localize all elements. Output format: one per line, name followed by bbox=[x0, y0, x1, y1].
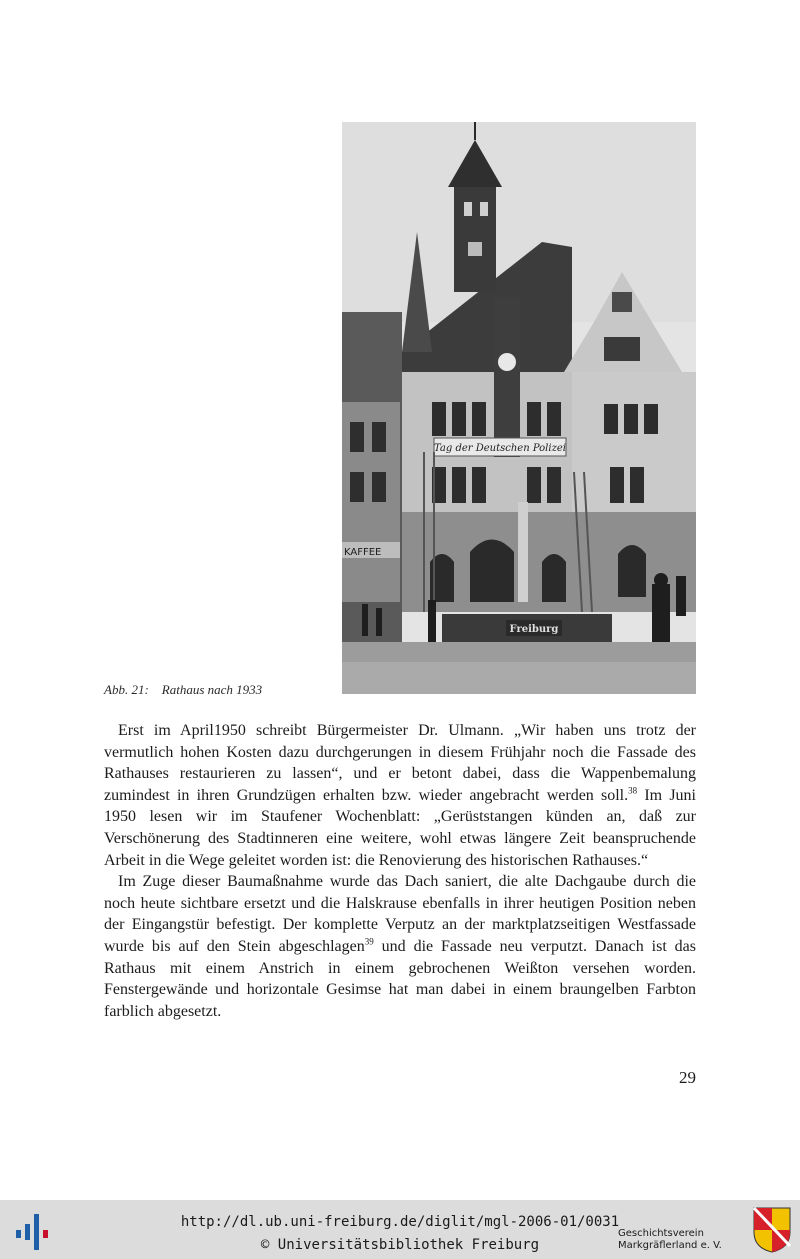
body-text bbox=[104, 720, 696, 1022]
shop-sign: KAFFEE bbox=[344, 547, 382, 558]
rathaus-photo bbox=[342, 122, 696, 694]
fountain-sign: Freiburg bbox=[509, 624, 559, 635]
caption-title: Rathaus nach 1933 bbox=[161, 682, 263, 697]
caption-label: Abb. 21: bbox=[104, 682, 149, 697]
page-number: 29 bbox=[679, 1068, 696, 1087]
society-line1: Geschichtsverein bbox=[618, 1228, 704, 1239]
coat-of-arms-icon bbox=[752, 1206, 792, 1254]
figure-caption bbox=[104, 682, 262, 698]
society-line2: Markgräflerland e. V. bbox=[618, 1240, 722, 1251]
banner-text: Tag der Deutschen Polizei bbox=[434, 443, 566, 454]
paragraph: Im Zuge dieser Baumaßnahme wurde das Dach saniert, die alte Dachgaube durch die noch heute sichtbare ersetzt und die Halskrause ebenfalls in ihrer heutigen Position neben der Eingangstür befestigt. Der komplette Verputz an der marktplatzseitigen Westfassade wurde bis auf den Stein abgeschlagen$^{39}$ und die Fassade neu verputzt. Danach ist das Rathaus mit einem Anstrich in einem gebrochenen Weißton versehen worden. Fenstergewände und horizontale Gesimse hat man dabei in einem braungelben Farbton farblich abgesetzt. bbox=[104, 873, 696, 1020]
footnote-ref[interactable]: 39 bbox=[364, 936, 374, 947]
source-url-link[interactable]: http://dl.ub.uni-freiburg.de/diglit/mgl-2006-01/0031 bbox=[180, 1214, 620, 1230]
copyright-text: © Universitätsbibliothek Freiburg bbox=[260, 1237, 540, 1253]
paragraph: Erst im April1950 schreibt Bürgermeister Dr. Ulmann. „Wir haben uns trotz der vermutlich hohen Kosten dazu durchgerungen in diesem Frühjahr noch die Fassade des Rathauses restaurieren zu lassen“, und er betont dabei, dass die Wappenbemalung zumindest in ihren Grundzügen erhalten bzw. wieder angebracht werden soll.$^{38}$ Im Juni 1950 lesen wir im Staufener Wochenblatt: „Gerüststangen künden an, daß zur Verschönerung des Stadtinneren eine weitere, wohl etwas längere Zeit beanspruchende Arbeit in die Wege geleitet worden ist: die Renovierung des historischen Rathauses.“ bbox=[104, 722, 696, 869]
footnote-ref[interactable]: 38 bbox=[628, 785, 638, 796]
society-name bbox=[618, 1228, 748, 1252]
